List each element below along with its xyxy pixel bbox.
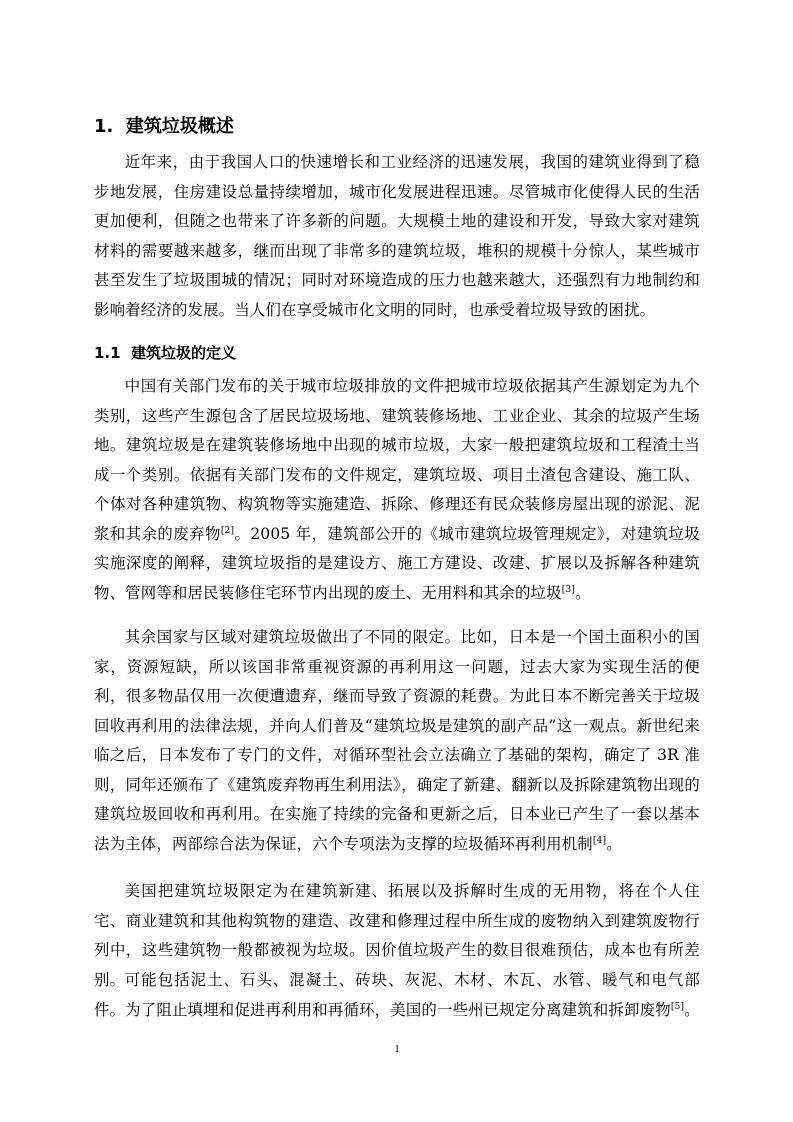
paragraph-text: 。 [606, 834, 622, 853]
paragraph-intro: 近年来，由于我国人口的快速增长和工业经济的迅速发展，我国的建筑业得到了稳步地发展，住房建设总量持续增加，城市化发展进程迅速。尽管城市化使得人民的生活更加便利，但随之也带来了许多新的问题。大规模土地的建设和开发，导致大家对建筑材料的需要越来越多，继而出现了非常多的建筑垃圾，堆积的规模十分惊人，某些城市甚至发生了垃圾围城的情况；同时对环境造成的压力也越来越大，还强烈有力地制约和影响着经济的发展。当人们在享受城市化文明的同时，也承受着垃圾导致的困扰。 [94, 153, 700, 319]
paragraph-text: 。 [684, 1000, 700, 1019]
section-number: 1. [94, 116, 114, 137]
subsection-number: 1.1 [94, 344, 121, 362]
section-heading [94, 115, 234, 139]
paragraph-text: 可能包括泥土、石头、混凝土、砖块、灰泥、木材、木瓦、水管、暖气和电气部件。为了阻止填埋和促进再利用和再循环，美国的一些州已规定分离建筑和拆卸废物 [94, 971, 700, 1019]
citation-ref: [4] [592, 835, 607, 846]
paragraph-waste-components [94, 966, 700, 1025]
subsection-heading [94, 342, 236, 364]
paragraph-definition-usa: 美国把建筑垃圾限定为在建筑新建、拓展以及拆解时生成的无用物，将在个人住宅、商业建筑和其他构筑物的建造、改建和修理过程中所生成的废物纳入到建筑废物行列中，这些建筑物一般都被视为垃圾。因价值垃圾产生的数目很难预估，成本也有所差别。 [94, 882, 700, 989]
page-number: 1 [394, 1043, 400, 1055]
paragraph-definition-japan [94, 623, 700, 859]
paragraph-text: 中国有关部门发布的关于城市垃圾排放的文件把城市垃圾依据其产生源划定为九个类别，这些产生源包含了居民垃圾场地、建筑装修场地、工业企业、其余的垃圾产生场地。建筑垃圾是在建筑装修场地中出现的城市垃圾，大家一般把建筑垃圾和工程渣土当成一个类别。依据有关部门发布的文件规定，建筑垃圾、项目土渣包含建设、施工队、个体对各种建筑物、构筑物等实施建造、拆除、修理还有民众装修房屋出现的淤泥、泥浆和其余的废弃物 [94, 377, 700, 543]
paragraph-text: 其余国家与区域对建筑垃圾做出了不同的限定。比如，日本是一个国土面积小的国家，资源短缺，所以该国非常重视资源的再利用这一问题，过去大家为实现生活的便利，很多物品仅用一次便遭遗弃，继而导致了资源的耗费。为此日本不断完善关于垃圾回收再利用的法律法规，并向人们普及“建筑垃圾是建筑的副产品”这一观点。新世纪来临之后，日本发布了专门的文件，对循环型社会立法确立了基础的架构，确定了 3R 准则，同年还颁布了《建筑废弃物再生利用法》，确定了新建、翻新以及拆除建筑物出现的建筑垃圾回收和再利用。在实施了持续的完备和更新之后，日本业已产生了一套以基本法为主体，两部综合法为保证，六个专项法为支撑的垃圾循环再利用机制 [94, 628, 700, 853]
paragraph-text: 。 [575, 583, 591, 602]
citation-ref: [5] [670, 1001, 685, 1012]
subsection-title: 建筑垃圾的定义 [131, 344, 237, 362]
paragraph-text: 。2005 年，建筑部公开的《城市建筑垃圾管理规定》，对建筑垃圾实施深度的阐释，建筑垃圾指的是建设方、施工方建设、改建、扩展以及拆解各种建筑物、管网等和居民装修住宅环节内出现的废土、无用料和其余的垃圾 [94, 524, 700, 602]
citation-ref: [2] [220, 525, 235, 536]
paragraph-definition-china [94, 372, 700, 608]
citation-ref: [3] [561, 584, 576, 595]
section-title: 建筑垃圾概述 [125, 116, 234, 137]
